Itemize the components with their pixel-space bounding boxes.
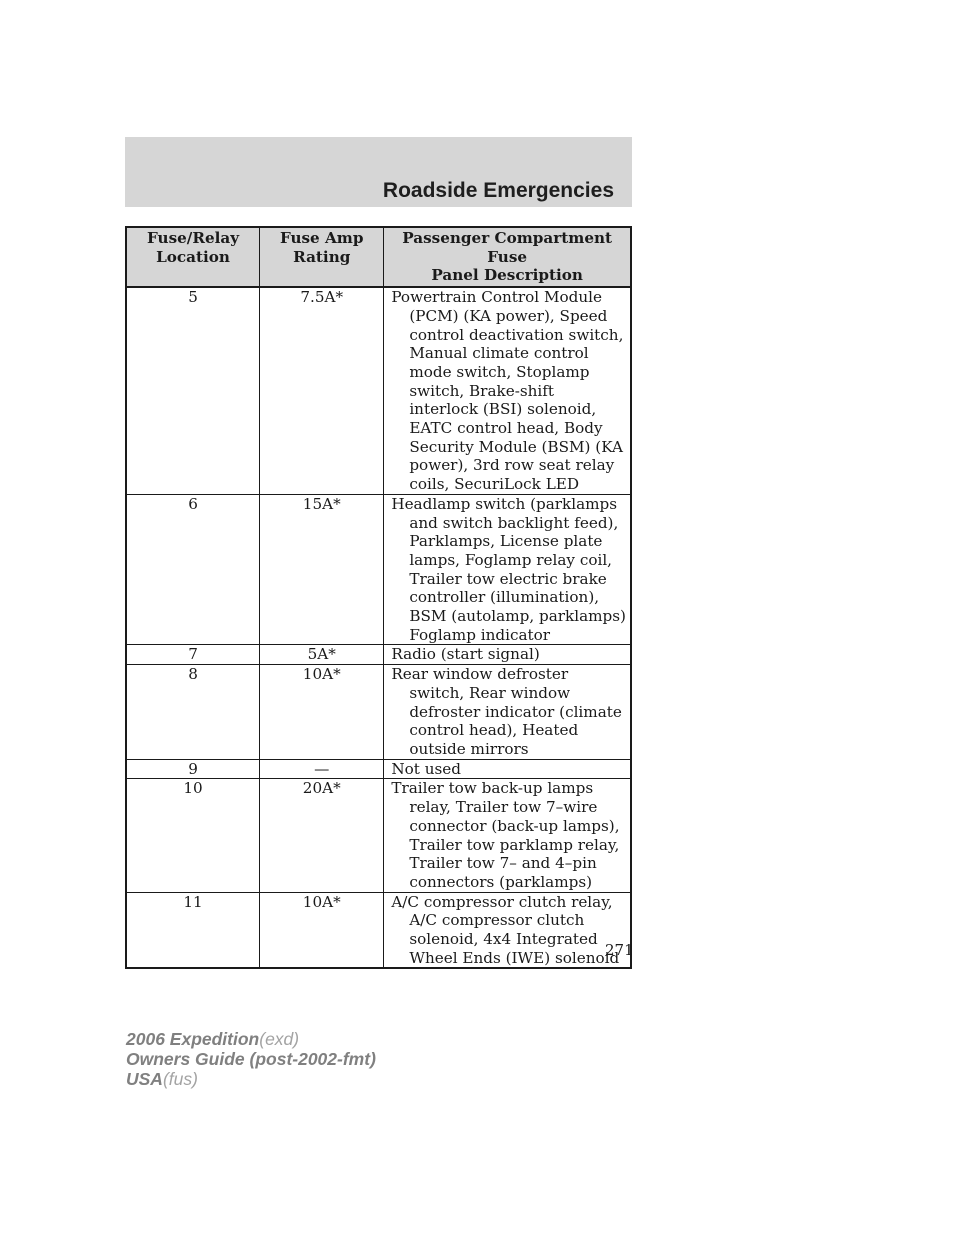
footer-guide: Owners Guide (post-2002-fmt) bbox=[126, 1049, 376, 1069]
fuse-description-cell: Rear window defroster switch, Rear window defroster indicator (climate control head), Heated outside mirrors bbox=[384, 665, 631, 760]
column-header-line: Rating bbox=[293, 247, 351, 266]
column-header-line: Passenger Compartment Fuse bbox=[402, 229, 613, 266]
fuse-rating-cell: 7.5A* bbox=[260, 287, 384, 494]
footer-line-guide bbox=[126, 1049, 376, 1069]
table-row bbox=[126, 287, 631, 494]
page-number: 271 bbox=[605, 941, 634, 959]
fuse-description-cell: Trailer tow back-up lamps relay, Trailer tow 7–wire connector (back-up lamps), Trailer tow parklamp relay, Trailer tow 7– and 4–pin connectors (parklamps) bbox=[384, 779, 631, 892]
fuse-rating-cell: 10A* bbox=[260, 665, 384, 760]
table-row bbox=[126, 494, 631, 645]
fuse-location-cell: 9 bbox=[126, 759, 260, 779]
table-row bbox=[126, 665, 631, 760]
column-header-line: Location bbox=[156, 247, 230, 266]
fuse-rating-cell: 15A* bbox=[260, 494, 384, 645]
document-footer bbox=[126, 1029, 376, 1089]
column-header-line: Fuse Amp bbox=[279, 229, 364, 247]
fuse-location-cell: 6 bbox=[126, 494, 260, 645]
fuse-location-cell: 5 bbox=[126, 287, 260, 494]
fuse-table bbox=[125, 226, 632, 969]
footer-model: 2006 Expedition bbox=[126, 1029, 260, 1049]
fuse-description-cell: Radio (start signal) bbox=[384, 645, 631, 665]
fuse-description-cell: A/C compressor clutch relay, A/C compressor clutch solenoid, 4x4 Integrated Wheel Ends (IWE) solenoid bbox=[384, 892, 631, 968]
fuse-rating-cell: 20A* bbox=[260, 779, 384, 892]
column-header-line: Fuse/Relay bbox=[147, 229, 240, 247]
fuse-description-cell: Headlamp switch (parklamps and switch backlight feed), Parklamps, License plate lamps, Foglamp relay coil, Trailer tow electric brake controller (illumination), BSM (autolamp, parklamps) Foglamp indicator bbox=[384, 494, 631, 645]
footer-model-code: (exd) bbox=[259, 1029, 300, 1049]
table-row bbox=[126, 892, 631, 968]
footer-line-market bbox=[126, 1069, 376, 1089]
footer-market-code: (fus) bbox=[162, 1069, 198, 1089]
fuse-rating-cell: 5A* bbox=[260, 645, 384, 665]
header-band bbox=[125, 137, 632, 207]
table-row bbox=[126, 779, 631, 892]
fuse-description-cell: Powertrain Control Module (PCM) (KA power), Speed control deactivation switch, Manual climate control mode switch, Stoplamp switch, Brake-shift interlock (BSI) solenoid, EATC control head, Body Security Module (BSM) (KA power), 3rd row seat relay coils, SecuriLock LED bbox=[384, 287, 631, 494]
footer-market: USA bbox=[126, 1069, 163, 1089]
column-header-location bbox=[126, 227, 260, 287]
column-header-line: Panel Description bbox=[431, 266, 583, 285]
table-header-row bbox=[126, 227, 631, 287]
table-row bbox=[126, 759, 631, 779]
fuse-location-cell: 11 bbox=[126, 892, 260, 968]
column-header-rating bbox=[260, 227, 384, 287]
fuse-rating-cell: — bbox=[260, 759, 384, 779]
column-header-description bbox=[384, 227, 631, 287]
fuse-description-cell: Not used bbox=[384, 759, 631, 779]
fuse-location-cell: 7 bbox=[126, 645, 260, 665]
table-row bbox=[126, 645, 631, 665]
fuse-rating-cell: 10A* bbox=[260, 892, 384, 968]
fuse-location-cell: 8 bbox=[126, 665, 260, 760]
footer-line-model bbox=[126, 1029, 376, 1049]
fuse-location-cell: 10 bbox=[126, 779, 260, 892]
section-title: Roadside Emergencies bbox=[382, 179, 614, 202]
